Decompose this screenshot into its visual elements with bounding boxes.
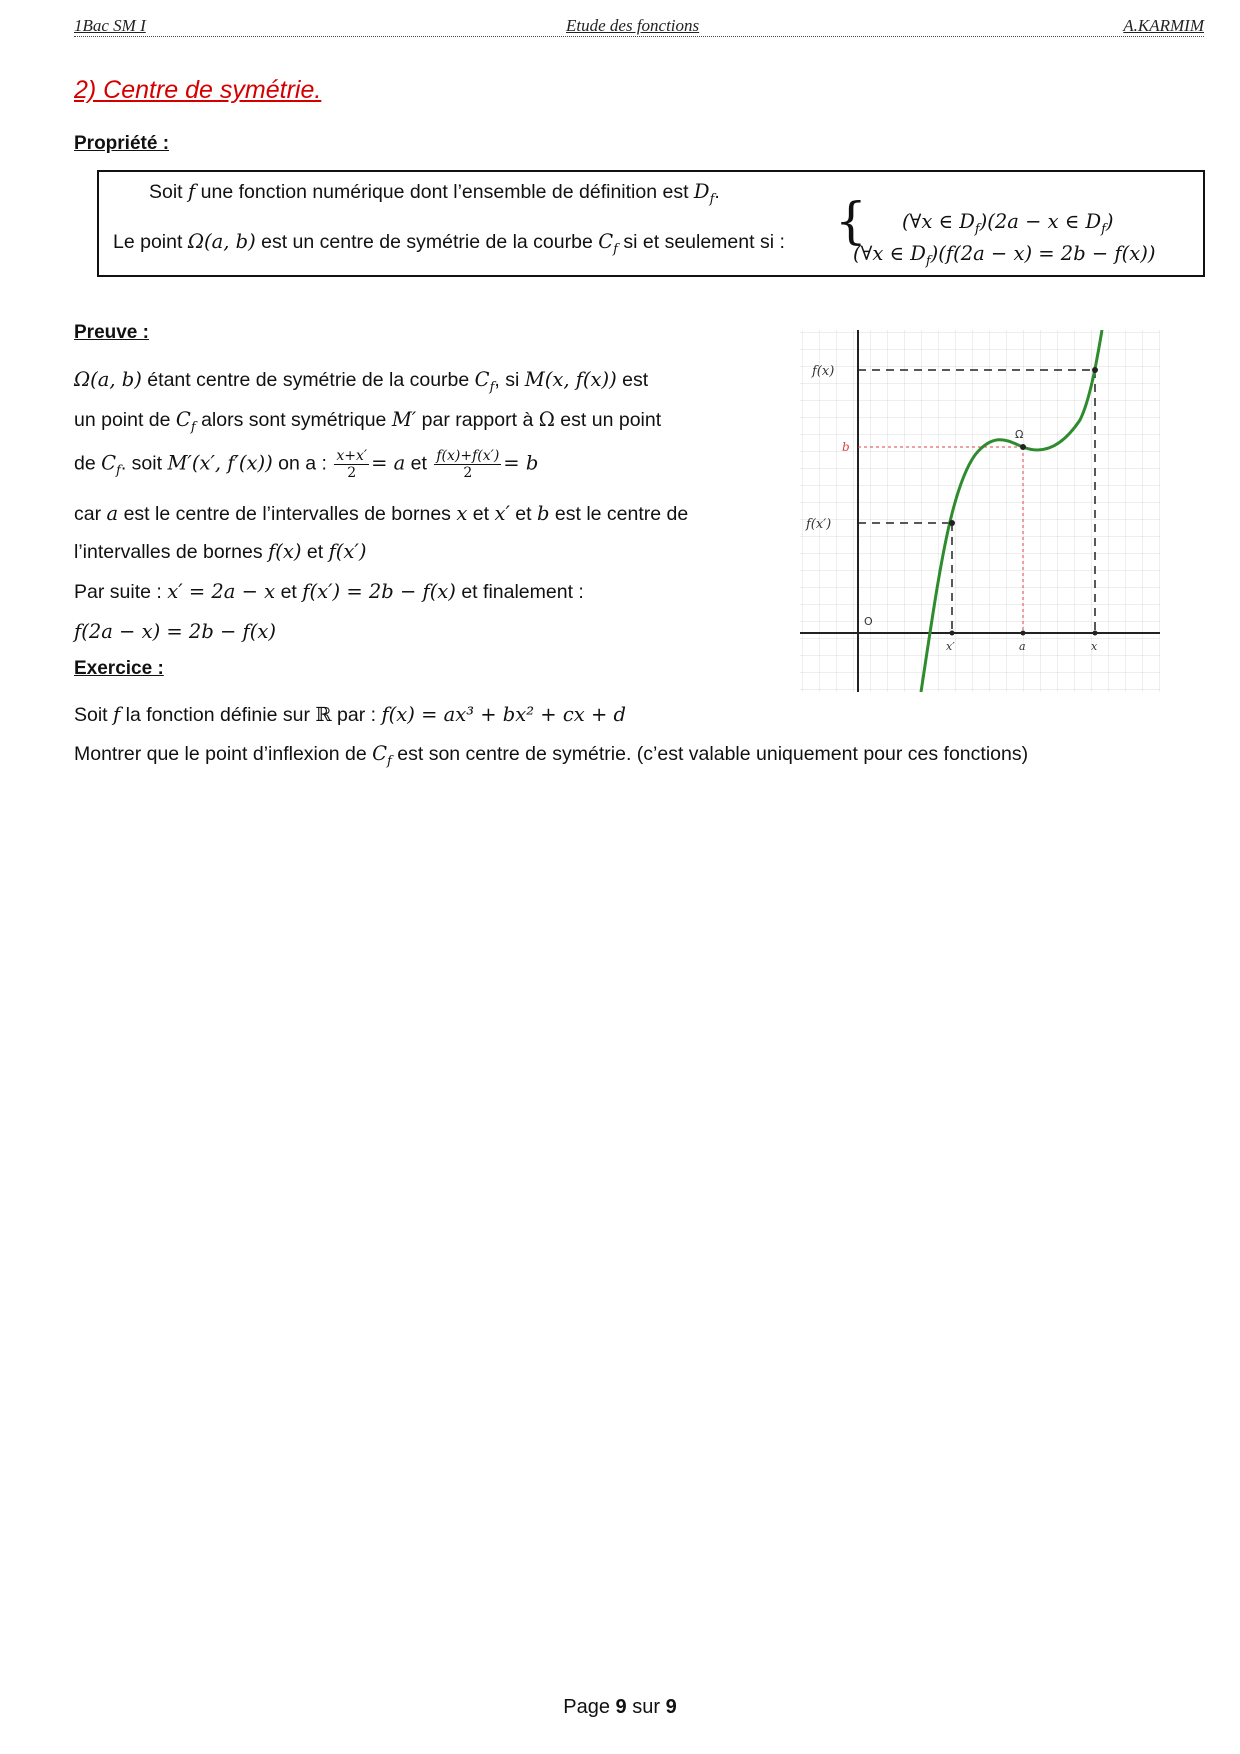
page-header <box>74 14 1204 37</box>
propriete-label: Propriété : <box>74 133 170 154</box>
label-x: x <box>1091 640 1098 653</box>
preuve-line-4: car a est le centre de l’intervalles de bornes x et x′ et b est le centre de <box>74 502 689 525</box>
label-origin: O <box>864 615 873 628</box>
brace-symbol: { <box>835 192 867 250</box>
point-a-axis <box>1021 631 1026 636</box>
label-omega: Ω <box>1015 428 1024 441</box>
label-fxp: f(x′) <box>806 517 832 532</box>
exercice-line-1: Soit f la fonction définie sur ℝ par : f(x) = ax³ + bx² + cx + d <box>74 703 626 726</box>
header-right: A.KARMIM <box>1123 16 1204 35</box>
point-x-axis <box>1093 631 1098 636</box>
label-b: b <box>842 440 850 454</box>
propriete-box <box>97 170 1205 277</box>
point-omega <box>1020 444 1026 450</box>
point-xp-axis <box>950 631 955 636</box>
label-a: a <box>1019 640 1026 653</box>
propriete-line-1: Soit f une fonction numérique dont l’ensemble de définition est $D_f$. <box>149 180 720 207</box>
label-fx: f(x) <box>812 364 835 379</box>
header-left: 1Bac SM I <box>74 16 146 35</box>
preuve-label: Preuve : <box>74 322 149 343</box>
graph-grid <box>800 330 1160 692</box>
page-footer: Page 9 sur 9 <box>563 1696 677 1718</box>
header-center: Etude des fonctions <box>566 16 700 35</box>
condition-1: (∀x ∈ $D_f)(2a - x$ ∈ $D_f$) <box>902 210 1114 237</box>
symmetry-graph <box>800 330 1160 692</box>
preuve-line-5: l’intervalles de bornes f(x) et f(x′) <box>74 540 367 563</box>
condition-2: (∀x ∈ $D_f)(f(2a - x) = 2b - f(x))$ <box>853 242 1156 269</box>
label-xp: x′ <box>946 640 955 653</box>
point-M-prime <box>949 520 955 526</box>
propriete-line-2: Le point Ω(a, b) est un centre de symétrie de la courbe $C_f$ si et seulement si : <box>113 230 785 257</box>
point-M <box>1092 367 1098 373</box>
preuve-line-3: de $C_f$. soit M′(x′, f′(x)) on a : $\frac{x+x'}{2}$ = a et $\frac{f(x)+f(x')}{2}$ = b <box>74 448 539 481</box>
exercice-label: Exercice : <box>74 658 164 679</box>
preuve-line-7: f(2a − x) = 2b − f(x) <box>74 620 276 643</box>
fraction-1: $\frac{x+x'}{2}$ <box>336 448 368 481</box>
section-title: 2) Centre de symétrie. <box>74 76 322 104</box>
preuve-line-6: Par suite : x′ = 2a − x et f(x′) = 2b − f(x) et finalement : <box>74 580 584 603</box>
fraction-2: $\frac{f(x)+f(x')}{2}$ <box>436 448 500 481</box>
preuve-line-1: Ω(a, b) étant centre de symétrie de la courbe $C_f$, si M(x, f(x)) est <box>74 368 649 395</box>
preuve-line-2: un point de $C_f$ alors sont symétrique M′ par rapport à Ω est un point <box>74 408 662 435</box>
exercice-line-2: Montrer que le point d’inflexion de $C_f$ est son centre de symétrie. (c’est valable uniquement pour ces fonctions) <box>74 742 1029 769</box>
